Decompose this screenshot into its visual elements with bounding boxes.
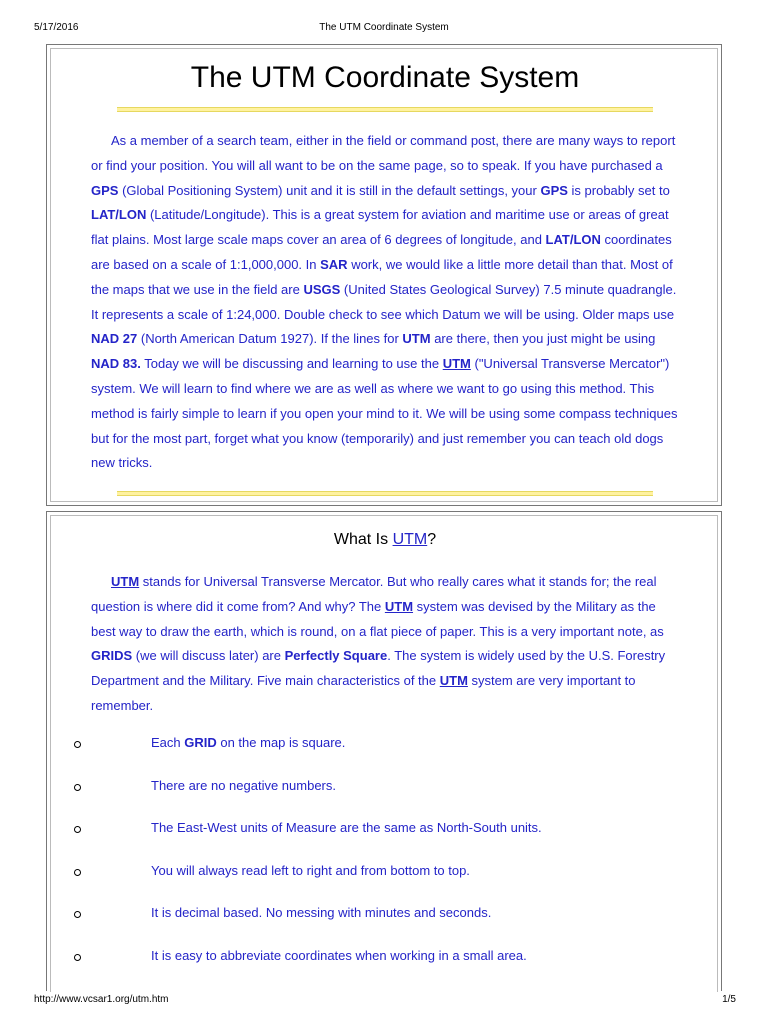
utm-link[interactable]: UTM: [442, 356, 471, 372]
list-item-text: [151, 905, 491, 920]
text-run: (United States Geological Survey) 7.5 minute quadrangle. It represents a scale of 1:24,000. Double check to see which Datum we will be using. Older maps use: [91, 281, 677, 322]
text-run: Each: [151, 735, 185, 750]
section-title-suffix: ?: [427, 531, 437, 548]
utm-link[interactable]: UTM: [439, 673, 468, 689]
text-run: It is decimal based. No messing with minutes and seconds.: [151, 905, 492, 921]
bullet-circle-icon: [74, 826, 81, 833]
text-run: (Global Positioning System) unit and it is still in the default settings, your: [118, 182, 541, 198]
bold-term: NAD 27: [91, 331, 138, 347]
bold-term: UTM: [402, 331, 431, 347]
list-item-text: [151, 820, 542, 835]
text-run: is probably set to: [567, 182, 670, 198]
text-run: You will always read left to right and from bottom to top.: [151, 862, 470, 878]
text-run: work, we would like a little more detail than that. Most of the maps that we use in the field are: [91, 256, 673, 297]
text-run: (we will discuss later) are: [132, 648, 285, 664]
bold-term: USGS: [303, 281, 341, 297]
section-title: [47, 531, 723, 549]
what-is-utm-panel: [46, 511, 722, 991]
list-item: [47, 820, 723, 863]
bold-term: GPS: [91, 182, 119, 198]
bold-term: GRIDS: [91, 648, 133, 664]
bold-term: LAT/LON: [545, 232, 601, 248]
list-item: [47, 778, 723, 821]
list-item: [47, 905, 723, 948]
text-run: ("Universal Transverse Mercator") system. We will learn to find where we are as well as where we want to go using this method. This method is fairly simple to learn if you open your mind to it. We will be using some compass techniques but for the most part, forget what you know (temporarily) and just remember you can teach old dogs new tricks.: [91, 356, 678, 471]
text-run: The East-West units of Measure are the same as North-South units.: [151, 820, 542, 836]
list-item: [47, 735, 723, 778]
text-run: As a member of a search team, either in the field or command post, there are many ways to report or find your position. You will all want to be on the same page, so to speak. If you have purchased a: [91, 133, 676, 173]
intro-panel: [46, 44, 722, 506]
text-run: are there, then you just might be using: [430, 331, 656, 347]
list-item: [47, 948, 723, 991]
list-item-text: [151, 948, 527, 963]
section-title-prefix: What Is: [333, 531, 393, 548]
text-run: coordinates are based on a scale of 1:1,000,000. In: [91, 232, 672, 272]
page-number: 1/5: [722, 994, 736, 1005]
bullet-circle-icon: [74, 869, 81, 876]
print-header: [0, 0, 768, 40]
bold-term: GRID: [184, 735, 217, 750]
page-title: The UTM Coordinate System: [190, 61, 580, 94]
utm-link[interactable]: UTM: [111, 574, 140, 589]
bold-term: SAR: [320, 256, 348, 272]
text-run: Today we will be discussing and learning to use the: [140, 356, 443, 372]
utm-link[interactable]: UTM: [384, 598, 414, 614]
characteristics-list: [47, 735, 723, 991]
bold-term: GPS: [540, 182, 568, 198]
text-run: stands for Universal Transverse Mercator. But who really cares what it stands for; the real question is where did it come from? And why? The: [91, 574, 657, 614]
bold-term: Perfectly Square: [284, 648, 388, 664]
decorative-rule-bottom: [117, 491, 653, 496]
bullet-circle-icon: [74, 784, 81, 791]
text-run: system are very important to remember.: [91, 673, 636, 713]
utm-title-link[interactable]: UTM: [392, 531, 428, 548]
print-page-title: The UTM Coordinate System: [319, 22, 449, 33]
print-date: 5/17/2016: [34, 22, 79, 33]
text-run: (Latitude/Longitude). This is a great system for aviation and maritime use or areas of great flat plains. Most large scale maps cover an area of 6 degrees of longitude, and: [91, 207, 669, 248]
text-run: There are no negative numbers.: [151, 777, 336, 793]
list-item-text: [151, 778, 336, 793]
print-footer: [0, 990, 768, 1010]
text-run: (North American Datum 1927). If the lines for: [137, 331, 403, 347]
utm-description-paragraph: [91, 570, 683, 719]
page-url: http://www.vcsar1.org/utm.htm: [34, 994, 169, 1005]
decorative-rule-top: [117, 107, 653, 112]
bullet-circle-icon: [74, 741, 81, 748]
list-item-text: [151, 735, 345, 750]
bullet-circle-icon: [74, 911, 81, 918]
bold-term: NAD 83.: [91, 356, 141, 372]
intro-paragraph: [91, 129, 683, 476]
text-run: . The system is widely used by the U.S. Forestry Department and the Military. Five main characteristics of the: [91, 648, 666, 689]
list-item: [47, 863, 723, 906]
list-item-text: [151, 863, 470, 878]
bold-term: LAT/LON: [91, 207, 147, 223]
text-run: It is easy to abbreviate coordinates when working in a small area.: [151, 947, 527, 963]
bullet-circle-icon: [74, 954, 81, 961]
text-run: on the map is square.: [216, 735, 346, 750]
text-run: system was devised by the Military as the best way to draw the earth, which is round, on a flat piece of paper. This is a very important note, as: [91, 598, 664, 639]
